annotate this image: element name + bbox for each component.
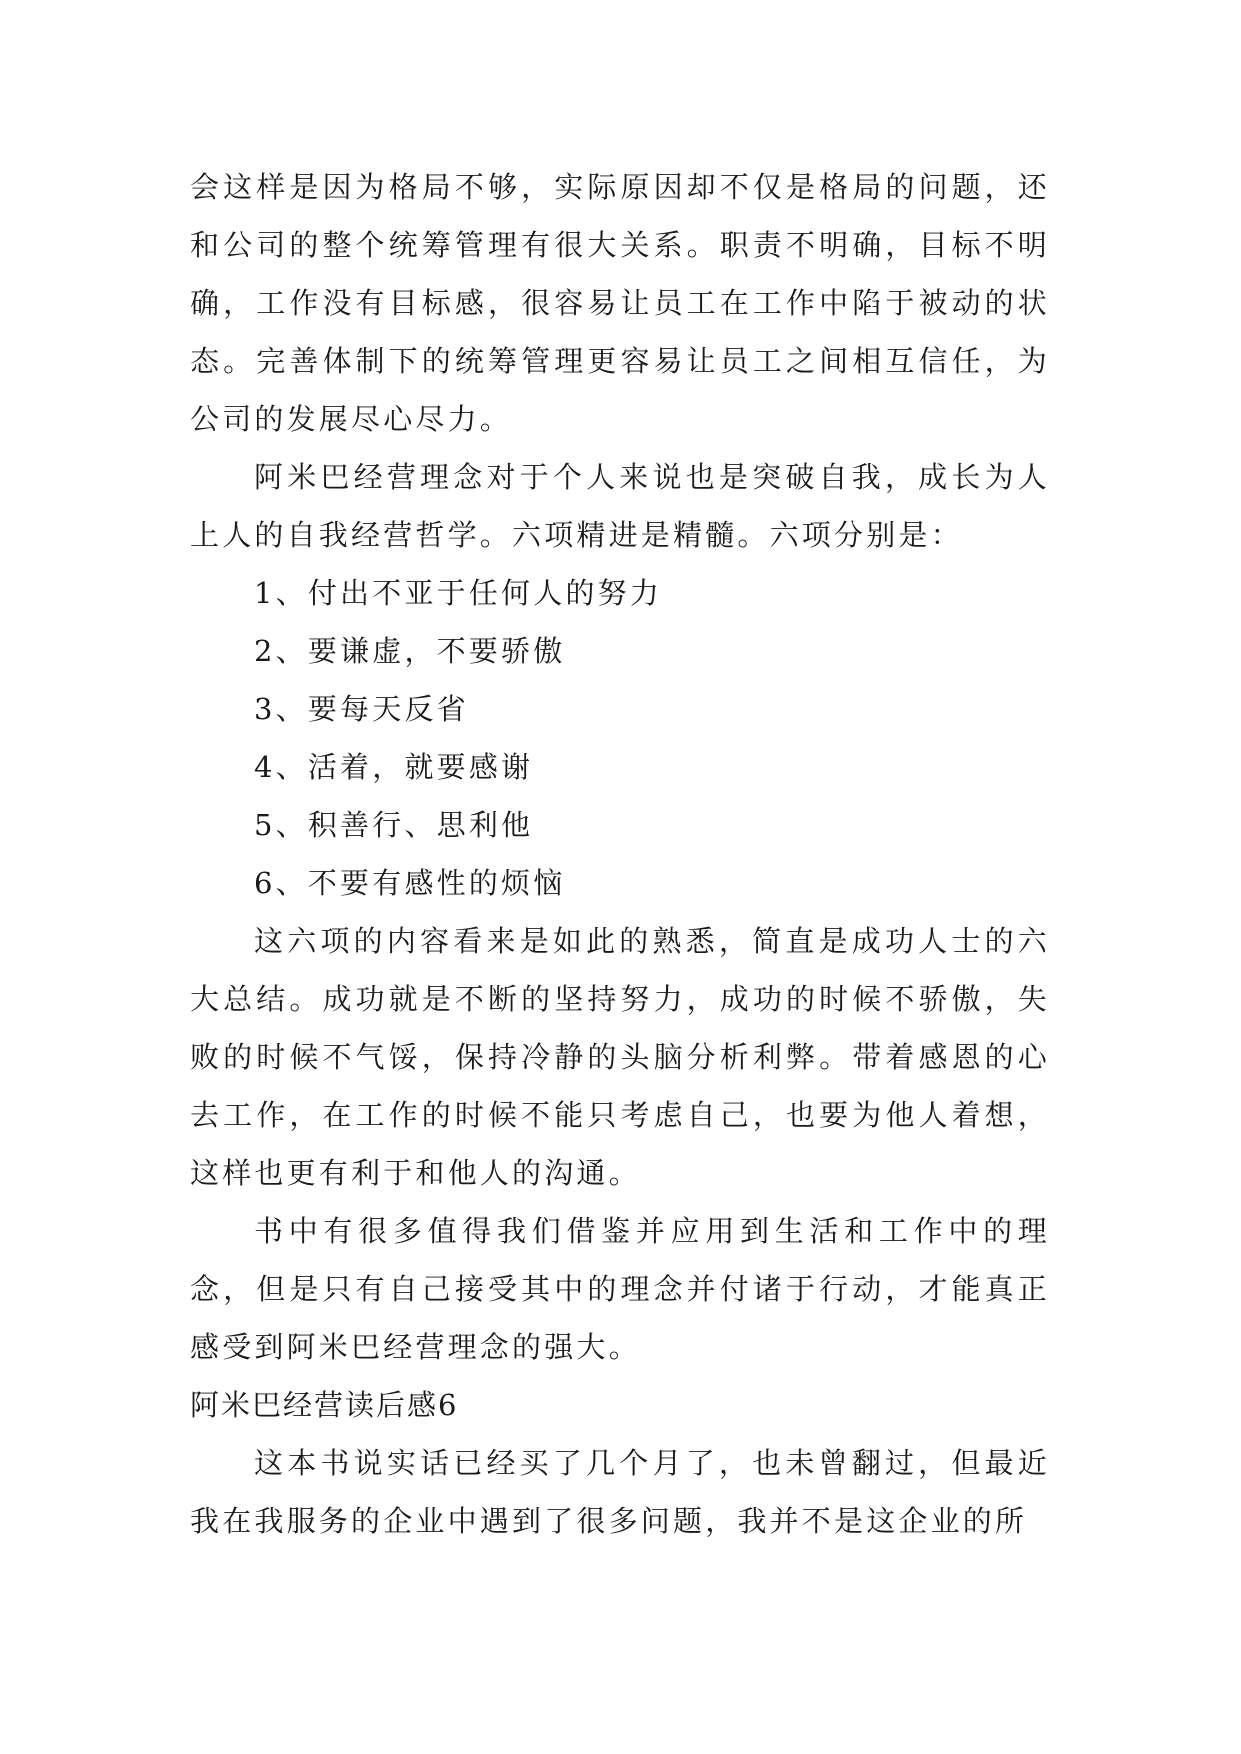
paragraph-amoeba-philosophy: 阿米巴经营理念对于个人来说也是突破自我，成长为人上人的自我经营哲学。六项精进是精髓。六项分别是： (190, 460, 1050, 552)
section-heading: 阿米巴经营读后感6 (190, 1388, 459, 1422)
paragraph-section-start: 这本书说实话已经买了几个月了，也未曾翻过，但最近我在我服务的企业中遇到了很多问题，我并不是这企业的所 (190, 1446, 1050, 1538)
list-item: 3、要每天反省 (254, 692, 469, 726)
list-item: 5、积善行、思利他 (254, 808, 534, 842)
list-item: 6、不要有感性的烦恼 (254, 866, 566, 900)
paragraph-continuation: 会这样是因为格局不够，实际原因却不仅是格局的问题，还和公司的整个统筹管理有很大关系。职责不明确，目标不明确，工作没有目标感，很容易让员工在工作中陷于被动的状态。完善体制下的统筹管理更容易让员工之间相互信任，为公司的发展尽心尽力。 (190, 170, 1050, 436)
list-item: 2、要谦虚，不要骄傲 (254, 634, 566, 668)
list-item: 1、付出不亚于任何人的努力 (254, 576, 663, 610)
paragraph-book-concepts: 书中有很多值得我们借鉴并应用到生活和工作中的理念，但是只有自己接受其中的理念并付诸于行动，才能真正感受到阿米巴经营理念的强大。 (190, 1214, 1050, 1364)
list-item: 4、活着，就要感谢 (254, 750, 534, 784)
paragraph-six-items-summary: 这六项的内容看来是如此的熟悉，简直是成功人士的六大总结。成功就是不断的坚持努力，成功的时候不骄傲，失败的时候不气馁，保持冷静的头脑分析利弊。带着感恩的心去工作，在工作的时候不能只考虑自己，也要为他人着想，这样也更有利于和他人的沟通。 (190, 924, 1050, 1190)
document-body (190, 158, 1050, 1550)
